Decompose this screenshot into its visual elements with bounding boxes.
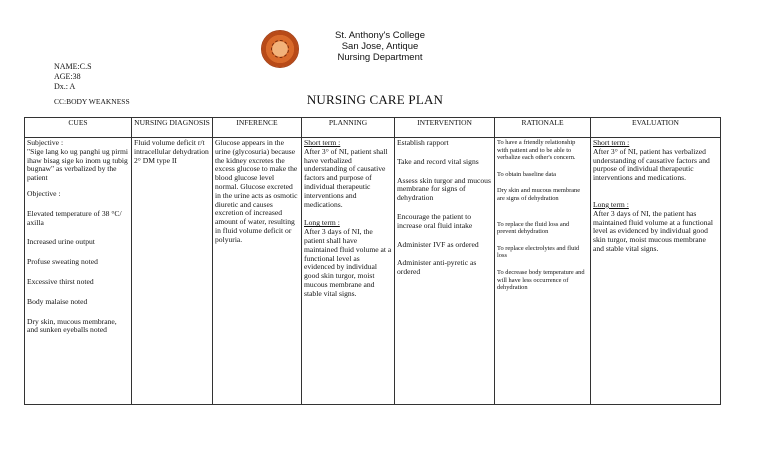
patient-age: AGE:38 <box>54 72 81 81</box>
rationale-item: Dry skin and mucous membrane are signs of dehydration <box>497 187 581 202</box>
planning-short-term-text: After 3° of NI, patient shall have verbalized understanding of causative factors and purpose of individual therapeutic interventions and medications. <box>304 146 388 209</box>
patient-info <box>54 62 92 92</box>
intervention-item: Assess skin turgor and mucous membrane for signs of dehydration <box>397 175 491 203</box>
cue-item: Elevated temperature of 38 °C/ axilla <box>27 208 122 227</box>
rationale-item: To decrease body temperature and will have less occurrence of dehydration <box>497 268 585 292</box>
cue-item: Body malaise noted <box>27 296 88 306</box>
department-name: Nursing Department <box>337 52 423 63</box>
table-header-row <box>25 118 721 138</box>
table-row <box>25 138 721 405</box>
planning-long-term-text: After 3 days of NI, the patient shall have maintained fluid volume at a functional level as evidenced by individual good skin turgor, moist mucous membrane and stable vital signs. <box>304 227 392 298</box>
column-header-rationale: RATIONALE <box>495 118 591 138</box>
intervention-item: Encourage the patient to increase oral fluid intake <box>397 211 473 230</box>
cue-item: Profuse sweating noted <box>27 257 98 267</box>
cue-item: Dry skin, mucous membrane, and sunken eyeballs noted <box>27 316 117 335</box>
evaluation-short-term-text: After 3° of NI, patient has verbalized understanding of causative factors and purpose of individual therapeutic interventions and medications. <box>593 146 710 183</box>
cue-item: Excessive thirst noted <box>27 276 94 286</box>
intervention-item: Take and record vital signs <box>397 156 479 166</box>
intervention-cell <box>395 138 495 405</box>
cue-item: Increased urine output <box>27 237 95 247</box>
patient-name: NAME:C.S <box>54 62 92 71</box>
care-plan-table <box>24 117 721 405</box>
rationale-item: To obtain baseline data <box>497 170 557 178</box>
diagnosis-cell <box>132 138 213 405</box>
diagnosis-text: Fluid volume deficit r/t intracellular dehydration 2° DM type II <box>134 138 209 165</box>
column-header-inference: INFERENCE <box>213 118 302 138</box>
column-header-diagnosis: NURSING DIAGNOSIS <box>132 118 213 138</box>
inference-cell <box>213 138 302 405</box>
patient-diagnosis-code: Dx.: A <box>54 82 76 91</box>
evaluation-cell <box>591 138 721 405</box>
cue-item: "Sige lang ko ug panghi ug pirmi ihaw bisag sige ko inom ug tubig bugnaw" as verbalized by the patient <box>27 146 128 183</box>
rationale-item: To replace electrolytes and fluid loss <box>497 244 580 260</box>
cues-cell <box>25 138 132 405</box>
planning-long-term-label: Long term : <box>304 218 340 228</box>
school-header <box>310 30 450 63</box>
column-header-evaluation: EVALUATION <box>591 118 721 138</box>
chief-complaint: CC:BODY WEAKNESS <box>54 97 130 106</box>
column-header-cues: CUES <box>25 118 132 138</box>
inference-text: Glucose appears in the urine (glycosuria) because the kidney excretes the excess glucose to make the blood glucose level normal. Glucose excreted in the urine acts as osmotic diuretic and causes excretion of increased amount of water, resulting in fluid volume deficit or polyuria. <box>215 138 298 244</box>
planning-cell <box>302 138 395 405</box>
rationale-item: To have a friendly relationship with patient and to be able to verbalize each other's concern. <box>497 139 576 162</box>
school-address: San Jose, Antique <box>341 41 419 52</box>
planning-short-term-label: Short term : <box>304 138 341 147</box>
evaluation-short-term-label: Short term : <box>593 138 630 147</box>
intervention-item: Administer IVF as ordered <box>397 239 479 249</box>
column-header-intervention: INTERVENTION <box>395 118 495 138</box>
cue-item: Objective : <box>27 188 61 198</box>
school-name: St. Anthony's College <box>334 30 425 41</box>
intervention-item: Establish rapport <box>397 138 449 147</box>
column-header-planning: PLANNING <box>302 118 395 138</box>
cue-item: Subjective : <box>27 138 64 147</box>
rationale-cell <box>495 138 591 405</box>
intervention-item: Administer anti-pyretic as ordered <box>397 258 477 277</box>
college-seal-logo <box>261 30 299 68</box>
page-title: NURSING CARE PLAN <box>306 92 444 107</box>
evaluation-long-term-label: Long term : <box>593 199 629 209</box>
evaluation-long-term-text: After 3 days of NI, the patient has maintained fluid volume at a functional level as evidenced by individual good skin turgor, moist mucous membrane and stable vital signs. <box>593 208 713 253</box>
rationale-item: To replace the fluid loss and prevent dehydration <box>497 220 570 236</box>
